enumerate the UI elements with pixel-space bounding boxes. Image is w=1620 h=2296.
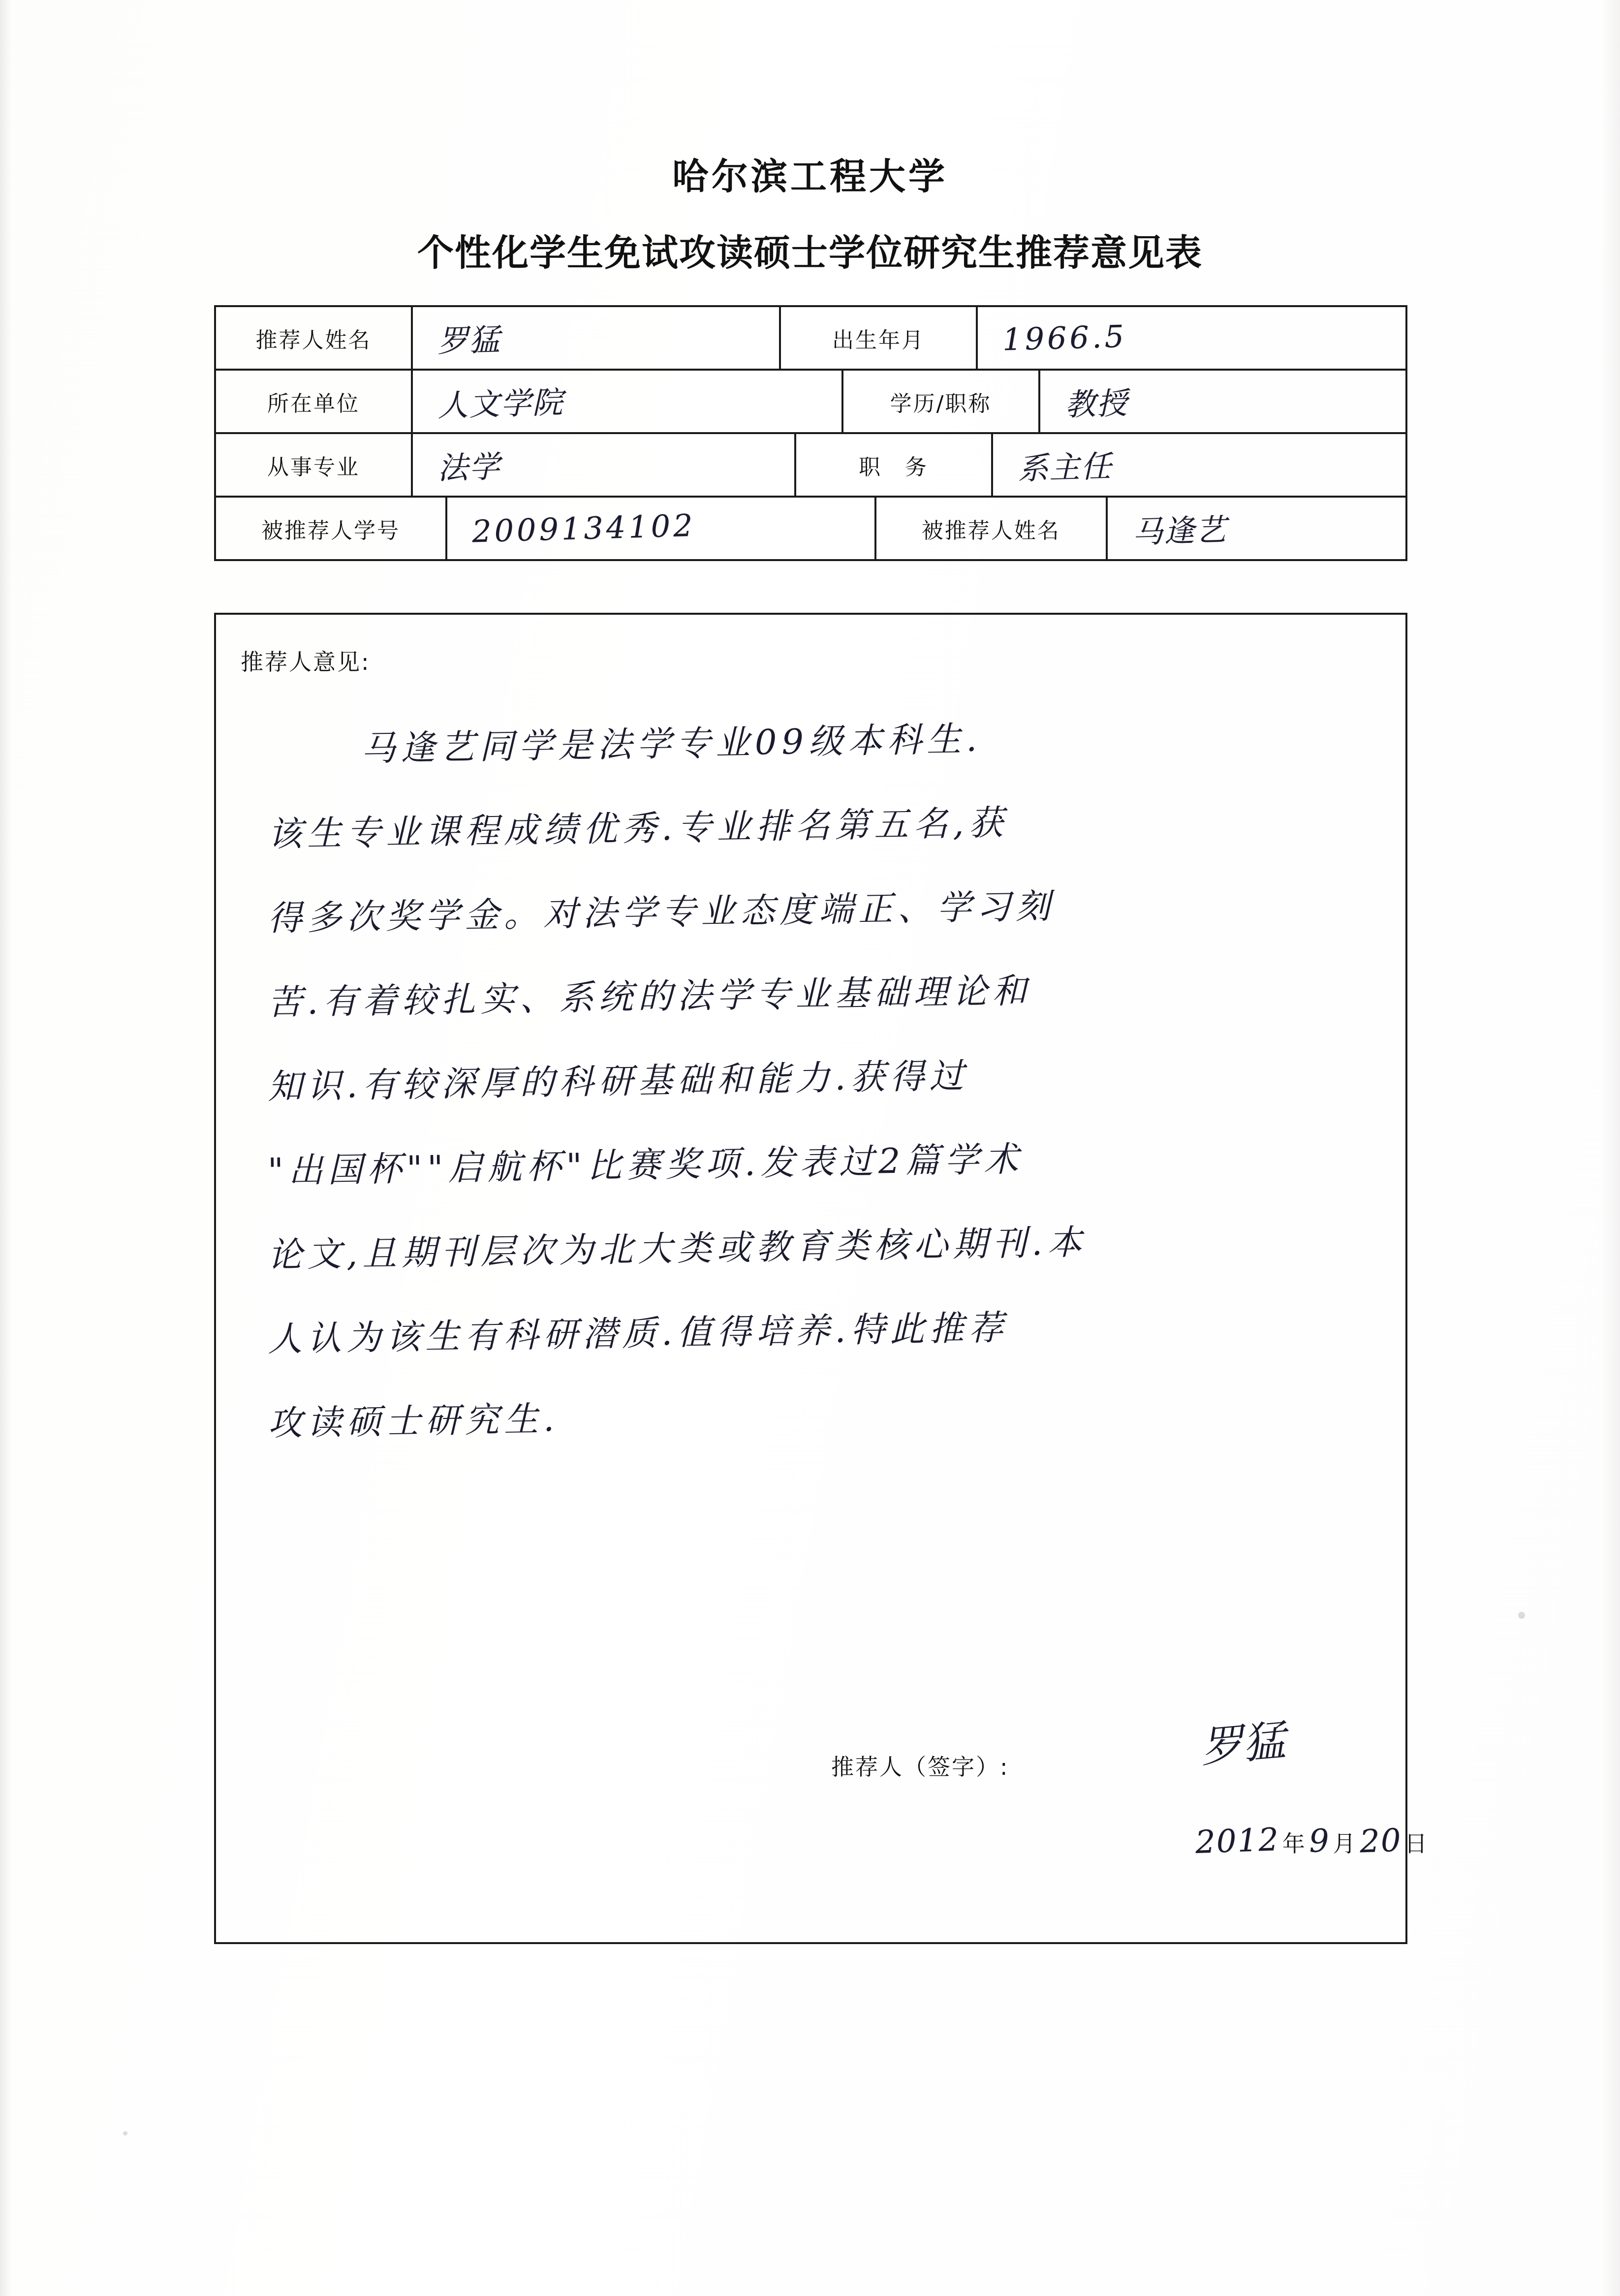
field-value-degree-title bbox=[1040, 371, 1406, 432]
date-day-unit: 日 bbox=[1404, 1830, 1429, 1857]
field-value-work-unit bbox=[413, 371, 843, 432]
field-label-student-name: 被推荐人姓名 bbox=[876, 498, 1108, 559]
page-title-form: 个性化学生免试攻读硕士学位研究生推荐意见表 bbox=[417, 232, 1203, 274]
handwritten-value: 1966.5 bbox=[1002, 318, 1127, 358]
field-value-birth-date bbox=[978, 307, 1405, 369]
opinion-line: 人认为该生有科研潜质.值得培养.特此推荐 bbox=[267, 1307, 1008, 1359]
field-label-student-id: 被推荐人学号 bbox=[216, 498, 447, 559]
page-title-university: 哈尔滨工程大学 bbox=[672, 156, 948, 198]
field-label-recommender-name: 推荐人姓名 bbox=[216, 307, 413, 369]
field-value-student-id bbox=[447, 498, 876, 559]
table-row bbox=[216, 307, 1405, 371]
opinion-box bbox=[214, 613, 1429, 1944]
handwritten-value: 教授 bbox=[1064, 385, 1128, 423]
handwritten-value: 法学 bbox=[437, 448, 501, 486]
opinion-line: 攻读硕士研究生. bbox=[267, 1398, 560, 1444]
field-value-position bbox=[993, 434, 1406, 496]
field-label-major: 从事专业 bbox=[216, 434, 413, 496]
handwritten-value: 2009134102 bbox=[471, 507, 696, 550]
signature-value: 罗猛 bbox=[1198, 1716, 1287, 1773]
field-value-student-name bbox=[1108, 498, 1405, 559]
opinion-line: 知识.有较深厚的科研基础和能力.获得过 bbox=[267, 1055, 969, 1107]
date-month-value: 9 bbox=[1308, 1823, 1331, 1860]
info-table bbox=[214, 305, 1407, 561]
opinion-line: 马逢艺同学是法学专业09级本科生. bbox=[361, 719, 982, 769]
date-month-unit: 月 bbox=[1333, 1830, 1357, 1857]
opinion-line: 得多次奖学金。对法学专业态度端正、学习刻 bbox=[267, 885, 1056, 939]
date-day-value: 20 bbox=[1359, 1822, 1402, 1860]
handwritten-value: 系主任 bbox=[1017, 448, 1113, 487]
field-label-position: 职 务 bbox=[796, 434, 993, 496]
opinion-text bbox=[268, 708, 1365, 1466]
opinion-line: 论文,且期刊层次为北大类或教育类核心期刊.本 bbox=[267, 1222, 1087, 1275]
table-row bbox=[216, 498, 1405, 559]
field-value-major bbox=[413, 434, 796, 496]
field-label-work-unit: 所在单位 bbox=[216, 371, 413, 432]
handwritten-value: 马逢艺 bbox=[1131, 511, 1227, 550]
field-value-recommender-name bbox=[413, 307, 781, 369]
opinion-line: "出国杯""启航杯"比赛奖项.发表过2篇学术 bbox=[267, 1138, 1024, 1191]
opinion-label: 推荐人意见: bbox=[241, 649, 371, 675]
date-year-unit: 年 bbox=[1282, 1830, 1306, 1857]
date-year-value: 2012 bbox=[1194, 1822, 1280, 1861]
table-row bbox=[216, 371, 1405, 434]
opinion-line: 苦.有着较扎实、系统的法学专业基础理论和 bbox=[267, 970, 1032, 1023]
signature-label: 推荐人（签字）: bbox=[831, 1754, 1009, 1780]
signature-date bbox=[1195, 1823, 1428, 1859]
field-label-degree-title: 学历/职称 bbox=[843, 371, 1040, 432]
opinion-line: 该生专业课程成绩优秀.专业排名第五名,获 bbox=[267, 802, 1008, 854]
table-row bbox=[216, 434, 1405, 498]
handwritten-value: 人文学院 bbox=[437, 384, 564, 424]
handwritten-value: 罗猛 bbox=[437, 321, 501, 359]
field-label-birth-date: 出生年月 bbox=[781, 307, 978, 369]
